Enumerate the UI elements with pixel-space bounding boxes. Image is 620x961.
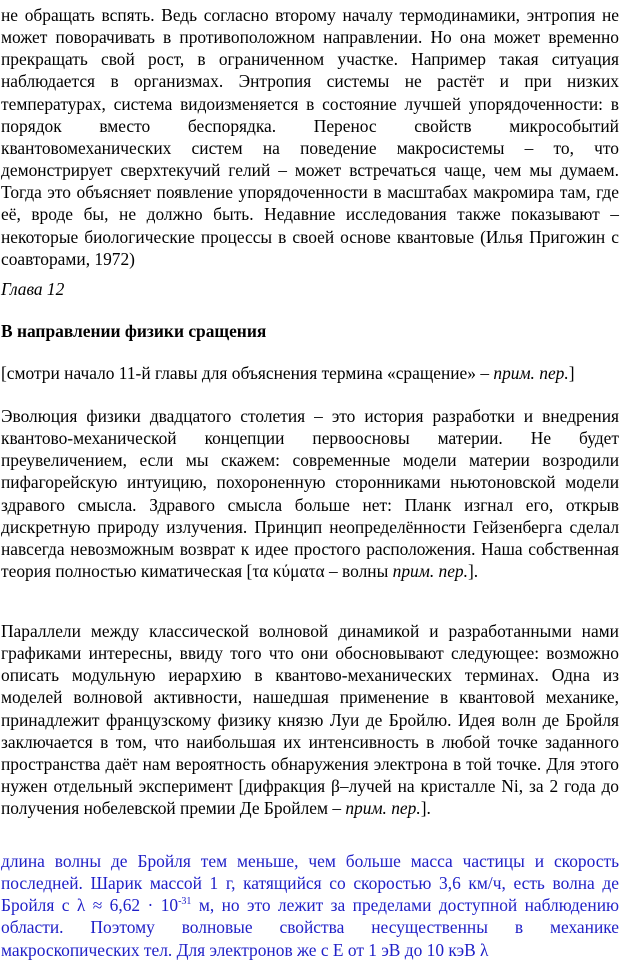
parallels-italic: прим. пер. (345, 798, 421, 819)
note-italic: прим. пер. (493, 363, 569, 383)
parallels-text: Параллели между классической волновой динамикой и разработанными нами графиками интересны, ввиду того что они обосновывают следующее: возможно описать модульную иерархию в квантово-механических терминах. Одна из моделей волновой активности, нашедшая применение в квантовой механике, принадлежит французскому физику князю Луи де Бройлю. Идея волн де Бройля заключается в том, что наибольшая их интенсивность в любой точке заданного пространства даёт нам вероятность обнаружения электрона в той точке. Для этого нужен отдельный эксперимент [дифракция β–лучей на кристалле Ni, за 2 года до получения нобелевской премии Де Бройлем – (1, 621, 619, 819)
paragraph-evolution (1, 405, 619, 582)
note-close: ] (568, 363, 575, 383)
paragraph-de-broglie (1, 850, 619, 961)
de-broglie-text-after: м, но это лежит за пределами доступной наблюдению области. Поэтому волновые свойства несущественны в механике макроскопических тел. Для электронов же с E от 1 эВ до 10 кэВ λ (1, 895, 619, 960)
evolution-italic: прим. пер. (392, 561, 468, 582)
note-text: [смотри начало 11-й главы для объяснения термина «сращение» – (1, 363, 494, 383)
translator-note (1, 362, 619, 384)
paragraph-entropy: не обращать вспять. Ведь согласно второму началу термодинамики, энтропия не может поворачивать в противоположном направлении. Но она может временно прекращать свой рост, в ограниченном участке. Например такая ситуация наблюдается в организмах. Энтропия системы не растёт и при низких температурах, система видоизменяется в состояние лучшей упорядоченности: в порядок вместо беспорядка. Перенос свойств микрособытий квантовомеханических систем на поведение макросистемы – то, что демонстрирует сверхтекучий гелий – может встречаться чаще, чем мы думаем. Тогда это объясняет появление упорядоченности в масштабах макромира там, где её, вроде бы, не должно быть. Недавние исследования также показывают – некоторые биологические процессы в своей основе квантовые (Илья Пригожин с соавторами, 1972) (1, 5, 619, 269)
evolution-close: ]. (467, 561, 479, 582)
de-broglie-text: длина волны де Бройля тем меньше, чем больше масса частицы и скорость последней. Шарик массой 1 г, катящийся со скоростью 3,6 км/ч, есть волна де Бройля с λ ≈ 6,62 · 10 (1, 851, 619, 916)
chapter-label: Глава 12 (1, 279, 65, 299)
evolution-text: Эволюция физики двадцатого столетия – это история разработки и внедрения квантово-механической концепции первоосновы материи. Не будет преувеличением, если мы скажем: современные модели материи возродили пифагорейскую интуицию, похороненную сторонниками ньютоновской модели здравого смысла. Здравого смысла больше нет: Планк изгнал его, открыв дискретную природу излучения. Принцип неопределённости Гейзенберга сделал навсегда невозможным возврат к идее простого расположения. Наша собственная теория полностью киматическая [τα κύματα – волны (1, 406, 619, 582)
chapter-title: В направлении физики сращения (1, 321, 267, 341)
paragraph-parallels (1, 620, 619, 819)
de-broglie-exponent: -31 (178, 896, 192, 908)
parallels-close: ]. (420, 798, 431, 819)
